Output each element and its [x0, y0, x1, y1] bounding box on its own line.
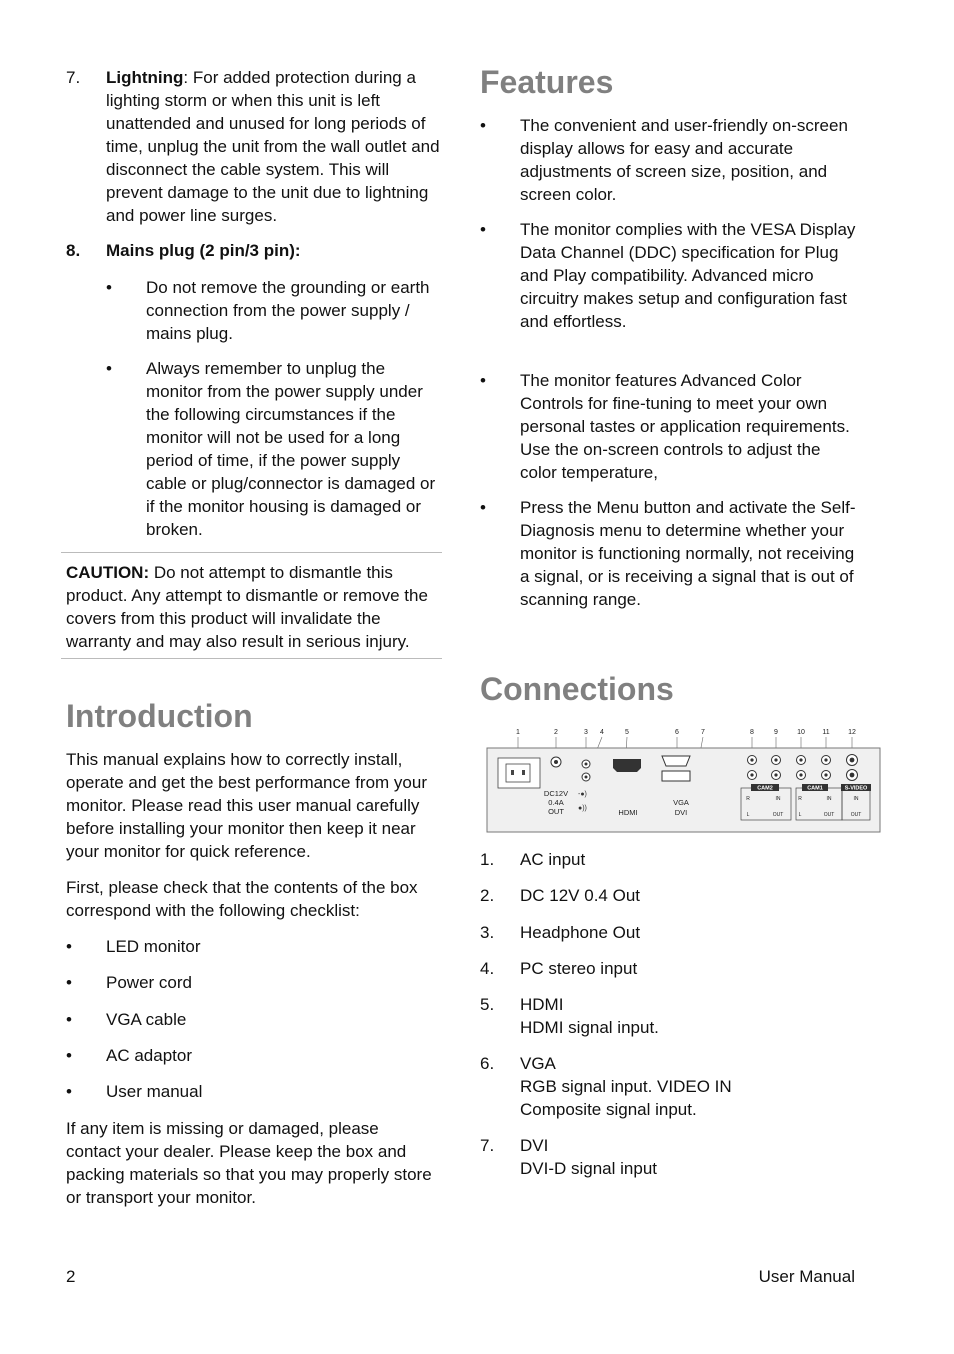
bullet-mark: • — [480, 220, 486, 239]
bullet-mark: • — [106, 359, 112, 378]
in-label: IN — [775, 796, 781, 802]
connection-item — [480, 848, 856, 871]
bullet-mark: • — [66, 973, 72, 992]
connection-text: HDMI — [520, 995, 564, 1014]
connection-text: Headphone Out — [520, 923, 641, 942]
caution-text: Do not attempt to dismantle this product. Any attempt to dismantle or remove the covers from this product will invalidate the warranty and may also result in serious injury. — [66, 563, 428, 651]
port-number: 12 — [848, 729, 856, 736]
vga-port-icon — [662, 756, 690, 766]
out-label: OUT — [772, 812, 784, 818]
cam2-label: CAM2 — [757, 785, 773, 792]
item-number: 5. — [480, 995, 495, 1014]
mains-bullet — [106, 276, 438, 345]
item-title: Lightning — [106, 68, 184, 87]
connection-item — [480, 884, 856, 907]
connection-item — [480, 1134, 856, 1180]
dc-label: 0.4A — [548, 798, 564, 807]
dvi-port-icon — [662, 771, 690, 781]
dc-label: DC12V — [543, 789, 569, 798]
item-number: 8. — [66, 241, 81, 260]
checklist-item — [66, 1080, 436, 1103]
l-label: L — [746, 812, 750, 818]
connection-text: PC stereo input — [520, 959, 638, 978]
vga-label: VGA — [673, 798, 689, 807]
connection-item — [480, 957, 856, 980]
r-label: R — [798, 796, 802, 802]
item-number: 6. — [480, 1054, 495, 1073]
checklist-item — [66, 935, 436, 958]
feature-item — [480, 218, 856, 333]
intro-paragraph: If any item is missing or damaged, please contact your dealer. Please keep the box and packing materials so that you may properly store or transport your monitor. — [66, 1119, 432, 1207]
item-number: 4. — [480, 959, 495, 978]
caution-box — [61, 552, 442, 659]
dc-label: OUT — [548, 807, 564, 816]
l-label: L — [798, 812, 802, 818]
checklist-item — [66, 1008, 436, 1031]
out-label: OUT — [823, 812, 835, 818]
port-number: 5 — [625, 729, 629, 736]
feature-item — [480, 114, 856, 206]
port-number: 8 — [750, 729, 754, 736]
introduction-heading: Introduction — [66, 698, 253, 734]
list-item-lightning — [66, 66, 442, 227]
connection-text: DVI-D signal input — [520, 1159, 658, 1178]
item-number: 2. — [480, 886, 495, 905]
bullet-mark: • — [66, 937, 72, 956]
feature-item — [480, 496, 856, 611]
item-title: Mains plug (2 pin/3 pin): — [106, 241, 301, 260]
connection-text: RGB signal input. VIDEO IN — [520, 1077, 732, 1096]
checklist-text: LED monitor — [106, 937, 201, 956]
list-item-mains-plug — [66, 239, 442, 262]
port-number: 1 — [516, 729, 520, 736]
feature-text: The monitor features Advanced Color Controls for fine-tuning to meet your own personal tastes or application requirements. Use the on-screen controls to adjust the color temperature, — [520, 371, 850, 482]
audio-symbol-icon: -●) — [578, 791, 587, 798]
feature-item — [480, 369, 856, 484]
out-label: OUT — [850, 812, 862, 818]
checklist-item — [66, 1044, 436, 1067]
connection-item — [480, 1052, 856, 1121]
bullet-mark: • — [480, 116, 486, 135]
item-number: 1. — [480, 850, 495, 869]
port-number: 3 — [584, 729, 588, 736]
checklist-text: Power cord — [106, 973, 192, 992]
checklist-text: User manual — [106, 1082, 203, 1101]
dvi-label: DVI — [674, 808, 688, 817]
bullet-mark: • — [66, 1082, 72, 1101]
bullet-mark: • — [480, 371, 486, 390]
connection-item — [480, 921, 856, 944]
bullet-mark: • — [480, 498, 486, 517]
intro-paragraph: This manual explains how to correctly install, operate and get the best performance from your monitor. Please read this user manual carefully before installing your monitor then keep it near your monitor for quick reference. — [66, 750, 427, 861]
hdmi-label: HDMI — [618, 808, 638, 817]
ac-input-icon — [498, 758, 540, 788]
cam1-label: CAM1 — [807, 785, 823, 792]
port-number: 10 — [797, 729, 805, 736]
connection-text: VGA — [520, 1054, 556, 1073]
bullet-mark: • — [66, 1046, 72, 1065]
port-number: 4 — [600, 729, 604, 736]
intro-paragraph: First, please check that the contents of the box correspond with the following checklist: — [66, 878, 418, 920]
item-number: 7. — [480, 1136, 495, 1155]
svideo-label: S-VIDEO — [844, 785, 868, 792]
feature-text: The convenient and user-friendly on-screen display allows for easy and accurate adjustments of screen size, position, and screen color. — [520, 116, 848, 204]
connection-text: AC input — [520, 850, 586, 869]
connection-text: DC 12V 0.4 Out — [520, 886, 641, 905]
connection-text: HDMI signal input. — [520, 1018, 659, 1037]
in-label: IN — [826, 796, 832, 802]
checklist-text: VGA cable — [106, 1010, 187, 1029]
item-number: 3. — [480, 923, 495, 942]
r-label: R — [746, 796, 750, 802]
features-heading: Features — [480, 64, 614, 100]
connection-panel-diagram — [486, 724, 881, 834]
bullet-mark: • — [106, 278, 112, 297]
port-number: 7 — [701, 729, 705, 736]
connection-text: DVI — [520, 1136, 549, 1155]
page-number: 2 — [66, 1267, 76, 1286]
bullet-text: Do not remove the grounding or earth connection from the power supply / mains plug. — [146, 278, 430, 343]
feature-text: The monitor complies with the VESA Display Data Channel (DDC) specification for Plug and Play compatibility. Advanced micro circuitry makes setup and configuration fast and effortless. — [520, 220, 856, 331]
hdmi-port-icon — [613, 759, 641, 772]
bullet-text: Always remember to unplug the monitor from the power supply under the following circumstances if the monitor will not be used for a long period of time, if the power supply cable or plug/connector is damaged or if the monitor housing is damaged or broken. — [146, 359, 436, 539]
in-label: IN — [853, 796, 859, 802]
caution-label: CAUTION: — [66, 563, 150, 582]
connections-heading: Connections — [480, 671, 674, 707]
connection-text: Composite signal input. — [520, 1100, 697, 1119]
port-number: 2 — [554, 729, 558, 736]
audio-symbol-icon: ●)) — [578, 805, 587, 812]
checklist-item — [66, 971, 436, 994]
port-number: 11 — [822, 729, 830, 736]
feature-text: Press the Menu button and activate the Self-Diagnosis menu to determine whether your monitor is functioning normally, not receiving a signal, or is receiving a signal that is out of scanning range. — [520, 498, 856, 609]
item-number: 7. — [66, 68, 81, 87]
connection-item — [480, 993, 856, 1039]
item-text: : For added protection during a lighting storm or when this unit is left unattended and unused for long periods of time, unplug the unit from the wall outlet and disconnect the cable system. This will prevent damage to the unit due to lightning and power line surges. — [106, 68, 440, 225]
mains-bullet — [106, 357, 442, 541]
footer-title: User Manual — [758, 1267, 855, 1286]
port-number: 6 — [675, 729, 679, 736]
port-number: 9 — [774, 729, 778, 736]
bullet-mark: • — [66, 1010, 72, 1029]
checklist-text: AC adaptor — [106, 1046, 192, 1065]
